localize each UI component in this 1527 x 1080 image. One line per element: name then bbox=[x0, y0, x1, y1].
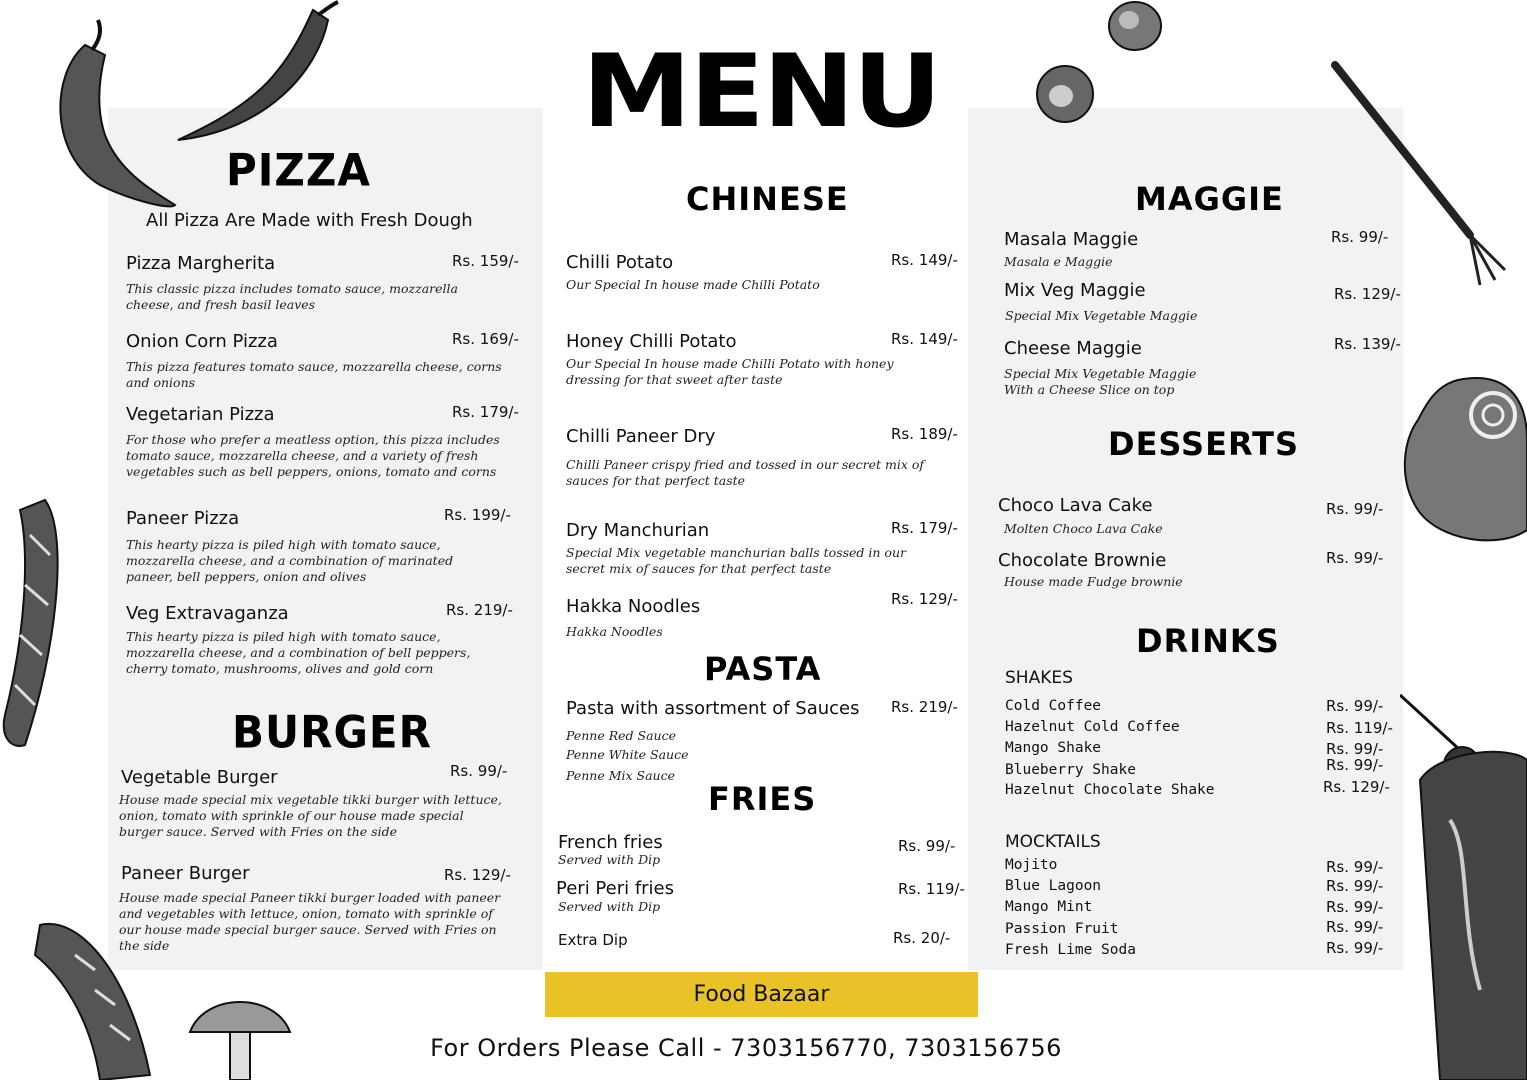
chinese-item-desc: Chilli Paneer crispy fried and tossed in our secret mix of sauces for that perfect taste bbox=[566, 457, 925, 488]
burger-item-desc: House made special mix vegetable tikki burger with lettuce, onion, tomato with sprinkle of our house made special burger sauce. Served with Fries on the side bbox=[119, 792, 502, 839]
pizza-item-name: Paneer Pizza bbox=[126, 508, 240, 529]
order-phone-line: For Orders Please Call - 7303156770, 7303156756 bbox=[430, 1034, 1062, 1062]
mocktail-price: Rs. 99/- bbox=[1326, 898, 1384, 916]
shake-name: Blueberry Shake bbox=[1005, 762, 1136, 778]
brand-banner bbox=[545, 972, 978, 1017]
menu-title: MENU bbox=[582, 32, 940, 150]
milkshake-icon bbox=[1400, 690, 1527, 1080]
shake-price: Rs. 99/- bbox=[1326, 740, 1384, 758]
maggie-item-name: Cheese Maggie bbox=[1004, 338, 1142, 359]
maggie-item-desc: Special Mix Vegetable Maggie With a Cheese Slice on top bbox=[1004, 366, 1197, 397]
shakes-label: SHAKES bbox=[1005, 668, 1073, 688]
shake-price: Rs. 99/- bbox=[1326, 697, 1384, 715]
burger-item-desc: House made special Paneer tikki burger loaded with paneer and vegetables with lettuce, onion, tomato with sprinkle of our house made special burger sauce. Served with Fries on the side bbox=[119, 890, 501, 953]
chinese-item-price: Rs. 179/- bbox=[891, 519, 958, 537]
fries-item-price: Rs. 99/- bbox=[898, 837, 956, 855]
maggie-item-desc: Masala e Maggie bbox=[1004, 254, 1113, 269]
fries-heading: FRIES bbox=[708, 780, 817, 818]
pizza-item-name: Onion Corn Pizza bbox=[126, 331, 278, 352]
shake-price: Rs. 99/- bbox=[1326, 756, 1384, 774]
burger-item-name: Vegetable Burger bbox=[121, 767, 278, 788]
pasta-heading: PASTA bbox=[704, 650, 822, 688]
mocktail-price: Rs. 99/- bbox=[1326, 877, 1384, 895]
mocktail-price: Rs. 99/- bbox=[1326, 858, 1384, 876]
pasta-item-name: Pasta with assortment of Sauces bbox=[566, 698, 860, 719]
pizza-item-desc: This classic pizza includes tomato sauce, mozzarella cheese, and fresh basil leaves bbox=[126, 281, 458, 312]
chinese-item-price: Rs. 149/- bbox=[891, 330, 958, 348]
mocktail-price: Rs. 99/- bbox=[1326, 939, 1384, 957]
pizza-item-desc: This pizza features tomato sauce, mozzarella cheese, corns and onions bbox=[126, 359, 502, 390]
pizza-item-desc: This hearty pizza is piled high with tomato sauce, mozzarella cheese, and a combination of marinated paneer, bell peppers, onion and olives bbox=[126, 537, 454, 584]
dessert-item-price: Rs. 99/- bbox=[1326, 549, 1384, 567]
dessert-item-name: Choco Lava Cake bbox=[998, 495, 1153, 516]
dessert-item-name: Chocolate Brownie bbox=[998, 550, 1167, 571]
pizza-item-name: Pizza Margherita bbox=[126, 253, 276, 274]
chili-pepper-icon bbox=[30, 15, 180, 215]
pizza-item-desc: This hearty pizza is piled high with tomato sauce, mozzarella cheese, and a combination of bell peppers, cherry tomato, mushrooms, olives and gold corn bbox=[126, 629, 471, 676]
mocktail-name: Fresh Lime Soda bbox=[1005, 942, 1136, 958]
chinese-item-desc: Our Special In house made Chilli Potato with honey dressing for that sweet after taste bbox=[566, 356, 894, 387]
fries-item-name: Peri Peri fries bbox=[556, 878, 675, 899]
pasta-option: Penne White Sauce bbox=[566, 747, 689, 762]
maggie-heading: MAGGIE bbox=[1135, 180, 1284, 218]
maggie-item-name: Masala Maggie bbox=[1004, 229, 1139, 250]
dessert-item-price: Rs. 99/- bbox=[1326, 500, 1384, 518]
mocktail-name: Passion Fruit bbox=[1005, 921, 1119, 937]
chinese-item-desc: Our Special In house made Chilli Potato bbox=[566, 277, 820, 292]
mocktail-price: Rs. 99/- bbox=[1326, 918, 1384, 936]
cinnamon-roll-icon bbox=[1398, 360, 1527, 550]
hazelnut-icon bbox=[1105, 0, 1165, 55]
shake-price: Rs. 119/- bbox=[1326, 719, 1393, 737]
shake-name: Mango Shake bbox=[1005, 740, 1102, 756]
chinese-item-desc: Special Mix vegetable manchurian balls tossed in our secret mix of sauces for that perfect taste bbox=[566, 545, 906, 576]
fries-item-name: Extra Dip bbox=[558, 931, 628, 949]
maggie-item-price: Rs. 129/- bbox=[1334, 285, 1401, 303]
chinese-item-name: Chilli Paneer Dry bbox=[566, 426, 716, 447]
sausage-icon bbox=[0, 495, 70, 755]
shake-name: Hazelnut Cold Coffee bbox=[1005, 719, 1180, 735]
pizza-item-price: Rs. 179/- bbox=[452, 403, 519, 421]
pizza-item-name: Veg Extravaganza bbox=[126, 603, 289, 624]
shake-price: Rs. 129/- bbox=[1323, 778, 1390, 796]
fries-item-desc: Served with Dip bbox=[558, 899, 661, 914]
mocktails-label: MOCKTAILS bbox=[1005, 832, 1101, 852]
fries-item-price: Rs. 20/- bbox=[893, 929, 951, 947]
chinese-item-name: Hakka Noodles bbox=[566, 596, 701, 617]
fries-item-name: French fries bbox=[558, 832, 663, 853]
mocktail-name: Blue Lagoon bbox=[1005, 878, 1102, 894]
chili-pepper-icon bbox=[168, 0, 348, 150]
maggie-item-name: Mix Veg Maggie bbox=[1004, 280, 1146, 301]
burger-item-price: Rs. 99/- bbox=[450, 762, 508, 780]
burger-heading: BURGER bbox=[232, 706, 432, 759]
maggie-item-price: Rs. 139/- bbox=[1334, 335, 1401, 353]
pizza-item-name: Vegetarian Pizza bbox=[126, 404, 275, 425]
mocktail-name: Mojito bbox=[1005, 857, 1058, 873]
pasta-option: Penne Red Sauce bbox=[566, 728, 676, 743]
chinese-item-name: Chilli Potato bbox=[566, 252, 674, 273]
dessert-item-desc: Molten Choco Lava Cake bbox=[1004, 521, 1163, 536]
pizza-item-price: Rs. 169/- bbox=[452, 330, 519, 348]
pizza-item-price: Rs. 199/- bbox=[444, 506, 511, 524]
chinese-item-price: Rs. 189/- bbox=[891, 425, 958, 443]
hazelnut-icon bbox=[1033, 62, 1097, 126]
maggie-item-price: Rs. 99/- bbox=[1331, 228, 1389, 246]
drinks-heading: DRINKS bbox=[1136, 622, 1280, 660]
maggie-item-desc: Special Mix Vegetable Maggie bbox=[1005, 308, 1198, 323]
pasta-item-price: Rs. 219/- bbox=[891, 698, 958, 716]
dessert-item-desc: House made Fudge brownie bbox=[1004, 574, 1183, 589]
pizza-subtitle: All Pizza Are Made with Fresh Dough bbox=[146, 210, 473, 231]
shake-name: Hazelnut Chocolate Shake bbox=[1005, 782, 1215, 798]
chinese-item-name: Dry Manchurian bbox=[566, 520, 710, 541]
brand-name: Food Bazaar bbox=[693, 982, 830, 1007]
pasta-option: Penne Mix Sauce bbox=[566, 768, 676, 783]
burger-item-name: Paneer Burger bbox=[121, 863, 250, 884]
pizza-heading: PIZZA bbox=[226, 144, 371, 197]
chinese-item-desc: Hakka Noodles bbox=[566, 624, 663, 639]
pizza-item-price: Rs. 219/- bbox=[446, 601, 513, 619]
chinese-item-name: Honey Chilli Potato bbox=[566, 331, 737, 352]
fries-item-desc: Served with Dip bbox=[558, 852, 661, 867]
fork-icon bbox=[1320, 50, 1520, 290]
chinese-item-price: Rs. 149/- bbox=[891, 251, 958, 269]
chinese-heading: CHINESE bbox=[686, 180, 849, 218]
desserts-heading: DESSERTS bbox=[1108, 425, 1300, 463]
burger-item-price: Rs. 129/- bbox=[444, 866, 511, 884]
pizza-item-price: Rs. 159/- bbox=[452, 252, 519, 270]
pizza-item-desc: For those who prefer a meatless option, this pizza includes tomato sauce, mozzarella cheese, and a variety of fresh vegetables such as bell peppers, onions, tomato and corns bbox=[126, 432, 500, 479]
chinese-item-price: Rs. 129/- bbox=[891, 590, 958, 608]
shake-name: Cold Coffee bbox=[1005, 698, 1102, 714]
fries-item-price: Rs. 119/- bbox=[898, 880, 965, 898]
mocktail-name: Mango Mint bbox=[1005, 899, 1093, 915]
